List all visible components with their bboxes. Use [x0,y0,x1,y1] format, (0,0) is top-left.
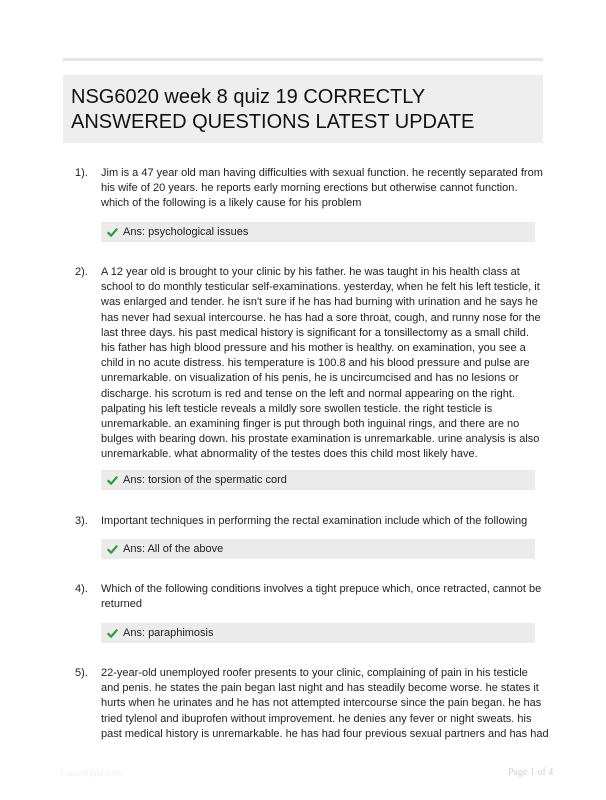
question-text [101,514,537,529]
question-line: last three days. his past medical history is significant for a tonsillectomy as a small child. [101,326,529,339]
question-line: which of the following is a likely cause for his problem [101,197,362,210]
question-line: palpating his left testicle reveals a mildly sore swollen testicle. the right testicle is [101,402,493,415]
question-line: his wife of 20 years. he reports early morning erections but otherwise cannot function. [101,182,518,195]
question-line: child in no acute distress. his temperature is 100.8 and his blood pressure and pulse are [101,357,530,370]
question-line: unremarkable. an examining finger is put through both inguinal rings, and there are no [101,418,520,431]
question-line: past medical history is unremarkable. he has had four previous sexual partners and has had [101,727,549,740]
question-line: tried tylenol and ibuprofen without improvement. he denies any fever or night sweats. his [101,712,532,725]
question-line: was enlarged and tender. he isn't sure if he has had burning with urination and he says he [101,296,538,309]
answer-text: Ans: psychological issues [123,226,249,238]
checkmark-icon [107,544,118,555]
question-line: bulges with bearing down. his prostate examination is unremarkable. urine analysis is also [101,433,540,446]
question-line: school to do monthly testicular self-examinations. yesterday, when he felt his left testicle, it [101,281,540,294]
question-line: 22-year-old unemployed roofer presents to your clinic, complaining of pain in his testicle [101,667,528,679]
question-line: unremarkable. what abnormality of the testes does this child most likely have. [101,448,478,461]
question-number: 1). [75,167,88,179]
answer-text: Ans: paraphimosis [123,627,214,639]
title-line-1: NSG6020 week 8 quiz 19 CORRECTLY [71,86,426,108]
question-line: Which of the following conditions involves a tight prepuce which, once retracted, cannot be [101,583,542,595]
answer-text: Ans: torsion of the spermatic cord [123,474,287,486]
question-number: 3). [75,515,88,527]
question-number: 2). [75,266,88,278]
answer-box [101,539,535,559]
question-text [101,166,543,212]
question-text [101,666,549,742]
question-text [101,582,542,612]
question-line: and penis. he states the pain began last night and has steadily become worse. he states it [101,682,539,695]
question-line: Jim is a 47 year old man having difficulties with sexual function. he recently separated from [101,167,543,179]
question-number: 5). [75,667,88,679]
question-line: hurts when he urinates and he has not attempted intercourse since the pain began. he has [101,697,542,710]
question-line: returned [101,598,142,611]
question-line: has never had sexual intercourse. he has had a sore throat, cough, and runny nose for the [101,311,541,324]
question-line: Important techniques in performing the rectal examination include which of the following [101,515,528,527]
question-line: A 12 year old is brought to your clinic by his father. he was taught in his health class at [101,266,520,278]
question-number: 4). [75,583,88,595]
footer-watermark: Papertriple.com [60,768,124,778]
question-line: discharge. his scrotum is red and tense on the left and normal appearing on the right. [101,387,515,400]
top-divider [63,58,543,61]
answer-text: Ans: All of the above [123,543,224,555]
page-number: Page 1 of 4 [508,767,554,778]
document-title [63,75,543,143]
checkmark-icon [107,475,118,486]
question-text [101,265,541,463]
answer-box [101,623,535,643]
answer-box [101,222,535,242]
title-line-2: ANSWERED QUESTIONS LATEST UPDATE [71,111,475,133]
answer-box [101,470,535,490]
question-line: his father has high blood pressure and his mother is healthy. on examination, you see a [101,342,526,355]
question-line: unremarkable. on visualization of his penis, he is uncircumcised and has no lesions or [101,372,519,385]
checkmark-icon [107,628,118,639]
checkmark-icon [107,227,118,238]
